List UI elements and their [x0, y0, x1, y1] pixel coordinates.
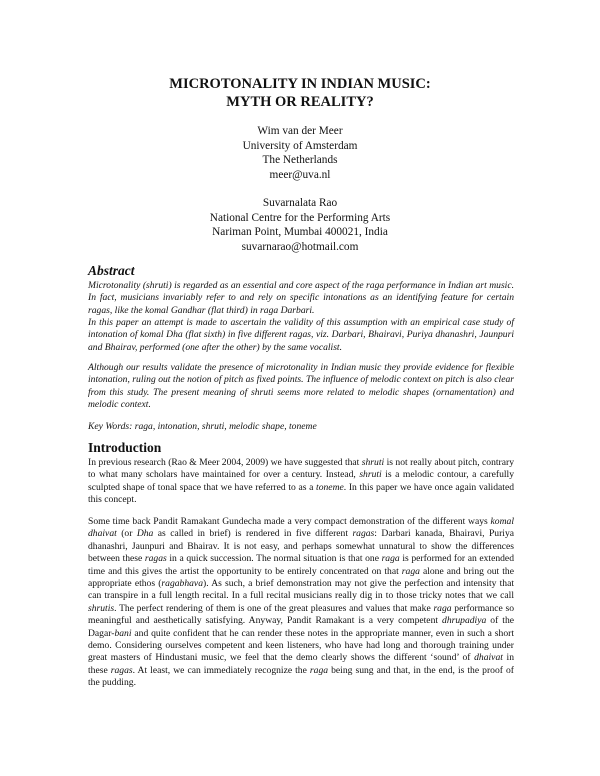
author-2-email: suvarnarao@hotmail.com: [241, 240, 359, 253]
paper-title-line-1: MICROTONALITY IN INDIAN MUSIC:: [169, 76, 431, 92]
keywords: Key Words: raga, intonation, shruti, melodic shape, toneme: [88, 421, 317, 432]
author-1-affiliation: University of Amsterdam: [242, 139, 358, 152]
intro-paragraph-2: Some time back Pandit Ramakant Gundecha made a very compact demonstration of the different ways komal dhaivat (or Dha as called in brief) is rendered in five different ragas: Darbari kanada, Bhairavi, Puriya dhanashri, Jaunpuri and Bhairav. It is not easy, and perhaps somewhat unnatural to show the differences between these ragas in a quick succession. The normal situation is that one raga is performed for an extended time and this gives the artist the opportunity to be entirely concentrated on that raga alone and bring out the appropriate ethos (ragabhava). As such, a brief demonstration may not give the perfection and intensity that can transpire in a full length recital. In a full recital musicians really dig in to those tricky notes that we call shrutis. The perfect rendering of them is one of the great pleasures and values that make raga performance so meaningful and aesthetically satisfying. Anyway, Pandit Ramakant is a very competent dhrupadiya of the Dagar-bani and quite confident that he can render these notes in the appropriate manner, even in such a short demo. Considering ourselves competent and keen listeners, who have had long and thorough training under great masters of Hindustani music, we feel that the demo clearly shows the different ‘sound’ of dhaivat in these ragas. At least, we can immediately recognize the raga being sung and that, in the end, is the proof of the pudding.: [88, 516, 514, 689]
abstract-paragraph-3: Although our results validate the presence of microtonality in Indian music they provide evidence for flexible intonation, ruling out the notion of pitch as fixed points. The influence of melodic context on pitch is also clear from this study. The present meaning of shruti seems more related to melodic shapes (ornamentation) and melodic context.: [88, 362, 514, 411]
author-1-country: The Netherlands: [262, 154, 338, 166]
paper-title-line-2: MYTH OR REALITY?: [226, 94, 374, 110]
author-2-address: Nariman Point, Mumbai 400021, India: [212, 226, 388, 238]
intro-paragraph-1: In previous research (Rao & Meer 2004, 2009) we have suggested that shruti is not really about pitch, contrary to what many scholars have maintained for over a century. Instead, shruti is a melodic contour, a carefully sculpted shape of tonal space that we have referred to as a toneme. In this paper we have once again validated this concept.: [88, 457, 514, 506]
abstract-paragraph-1: Microtonality (shruti) is regarded as an essential and core aspect of the raga performance in Indian art music. In fact, musicians invariably refer to and rely on specific intonations as an identifying feature for certain ragas, like the komal Gandhar (flat third) in raga Darbari.: [88, 280, 514, 316]
abstract-paragraph-2: In this paper an attempt is made to ascertain the validity of this assumption with an empirical case study of intonation of komal Dha (flat sixth) in five different ragas, viz. Darbari, Bhairavi, Puriya dhanashri, Jaunpuri and Bhairav, performed (one after the other) by the same vocalist.: [88, 317, 514, 353]
abstract-heading: Abstract: [88, 263, 135, 278]
author-1-name: Wim van der Meer: [257, 125, 343, 137]
author-2-name: Suvarnalata Rao: [262, 197, 338, 209]
introduction-heading: Introduction: [88, 440, 162, 455]
author-1-email: meer@uva.nl: [269, 168, 331, 181]
author-2-affiliation: National Centre for the Performing Arts: [209, 211, 391, 224]
